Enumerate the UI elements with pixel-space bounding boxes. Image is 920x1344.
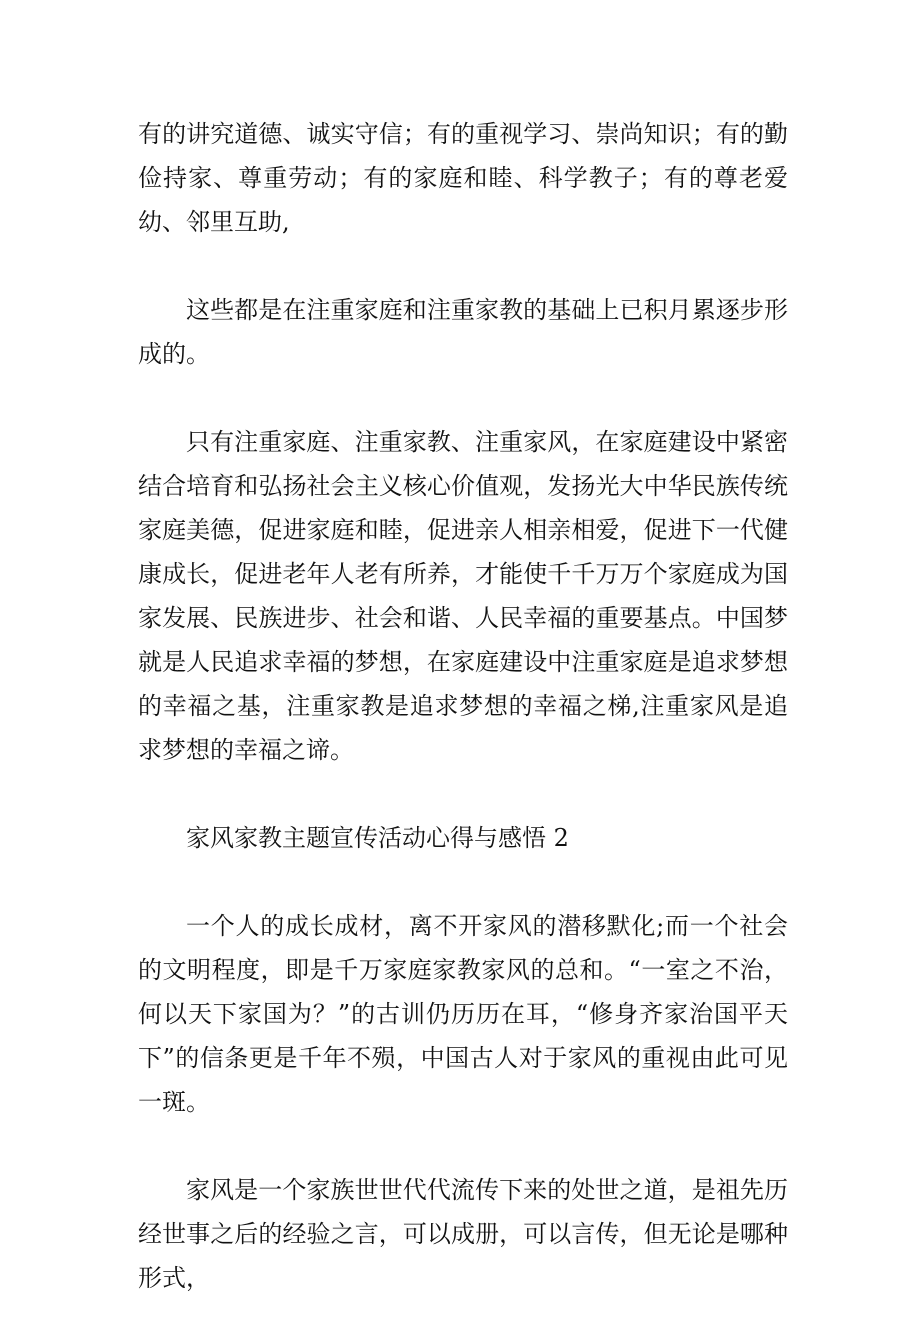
document-body <box>138 112 788 1344</box>
paragraph-family-values: 只有注重家庭、注重家教、注重家风，在家庭建设中紧密结合培育和弘扬社会主义核心价值观，发扬光大中华民族传统家庭美德，促进家庭和睦，促进亲人相亲相爱，促进下一代健康成长，促进老年人老有所养，才能使千千万万个家庭成为国家发展、民族进步、社会和谐、人民幸福的重要基点。中国梦就是人民追求幸福的梦想，在家庭建设中注重家庭是追求梦想的幸福之基，注重家教是追求梦想的幸福之梯,注重家风是追求梦想的幸福之谛。 <box>138 428 788 764</box>
paragraph-family-tradition: 家风是一个家族世世代代流传下来的处世之道，是祖先历经世事之后的经验之言，可以成册，可以言传，但无论是哪种形式， <box>138 1176 788 1292</box>
section-heading: 家风家教主题宣传活动心得与感悟 2 <box>186 824 569 852</box>
paragraph-growth: 一个人的成长成材，离不开家风的潜移默化;而一个社会的文明程度，即是千万家庭家教家风的总和。“一室之不治，何以天下家国为？”的古训仍历历在耳，“修身齐家治国平天下”的信条更是千年不殒，中国古人对于家风的重视由此可见一斑。 <box>138 912 788 1116</box>
paragraph-foundation: 这些都是在注重家庭和注重家教的基础上已积月累逐步形成的。 <box>138 296 788 368</box>
paragraph-virtues: 有的讲究道德、诚实守信；有的重视学习、崇尚知识；有的勤俭持家、尊重劳动；有的家庭和睦、科学教子；有的尊老爱幼、邻里互助, <box>138 120 788 236</box>
